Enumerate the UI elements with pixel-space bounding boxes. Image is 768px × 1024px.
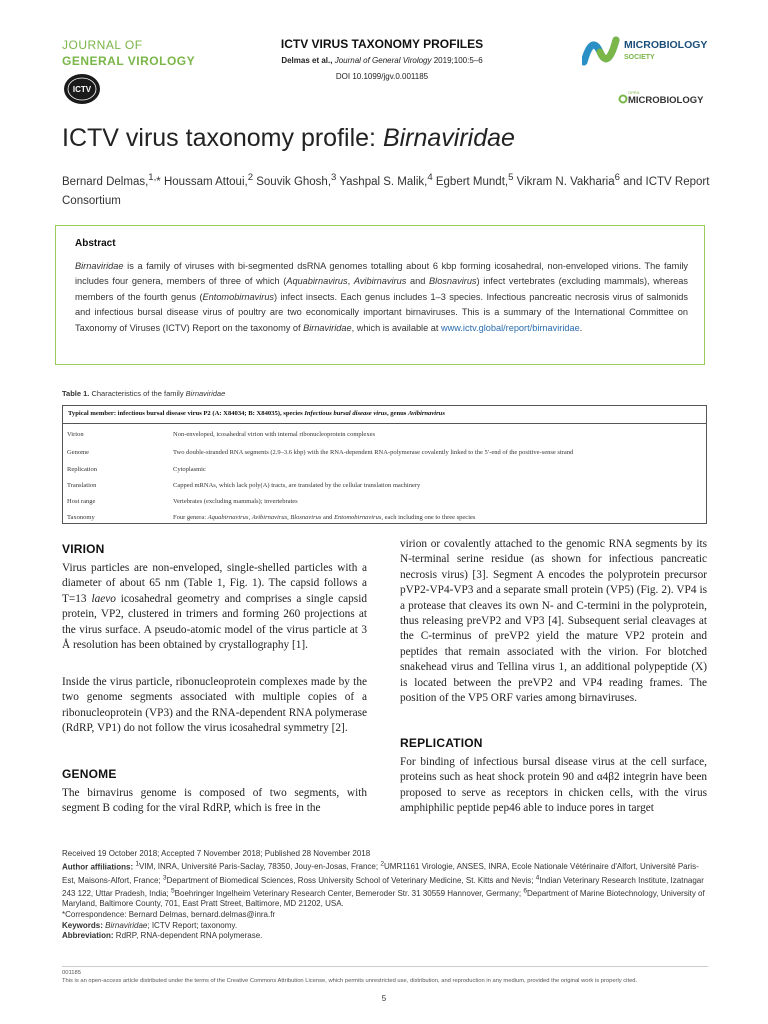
license-block — [62, 970, 708, 985]
table-row-label: Genome — [67, 449, 90, 456]
genome-paragraph-1: The birnavirus genome is composed of two segments, with segment B coding for the viral RdRP, which is free in the — [62, 787, 367, 815]
abbreviation-text: RdRP, RNA-dependent RNA polymerase. — [113, 931, 263, 941]
ictv-logo — [62, 72, 102, 106]
article-number: 001185 — [62, 970, 81, 976]
license-text: This is an open-access article distributed under the terms of the Creative Commons Attribution License, which permits unrestricted use, distribution, and reproduction in any medium, provided the original work is properly cited. — [62, 977, 638, 984]
citation-line — [200, 56, 564, 65]
om-logo-text: MICROBIOLOGY — [628, 95, 704, 106]
running-title: ICTV VIRUS TAXONOMY PROFILES — [280, 37, 484, 51]
keywords-label: Keywords: — [62, 920, 103, 930]
keywords — [62, 921, 708, 932]
ms-logo-line1: MICROBIOLOGY — [624, 39, 708, 51]
table-row-value: Two double-stranded RNA segments (2.9–3.6 kbp) with the RNA-dependent RNA-polymerase covalently linked to the 5′-end of the positive-sense strand — [173, 449, 574, 456]
citation-year: 2019;100:5–6 — [433, 56, 483, 65]
table-caption-text: Characteristics of the family — [89, 389, 186, 398]
table-row-value: Capped mRNAs, which lack poly(A) tracts, are translated by the cellular translation machinery — [173, 482, 421, 489]
title-main: ICTV virus taxonomy profile: — [62, 124, 383, 152]
virion-paragraph-1: Virus particles are non-enveloped, single-shelled particles with a diameter of about 65 nm (Table 1, Fig. 1). The capsid follows a T=13 laevo icosahedral geometry and comprises a single capsid protein, VP2, clustered in trimers and forming 260 projections at the virus surface. A pseudo-atomic model of the virus particle at 3 Å resolution has been obtained by crystallography [1]. — [62, 562, 367, 652]
abstract-text: Birnaviridae is a family of viruses with bi-segmented dsRNA genomes totalling about 6 kbp forming icosahedral, non-enveloped virions. The family includes four genera, members of three of which (Aquabirnavirus, Avibirnavirus and Blosnavirus) infect vertebrates (excluding mammals), whereas members of the fourth genus (Entomobirnavirus) infect insects. Each genus includes 1–3 species. Infectious pancreatic necrosis virus of salmonids and infectious bursal disease virus of poultry are two economically important birnaviruses. This is a summary of the International Committee on Taxonomy of Viruses (ICTV) Report on the taxonomy of Birnaviridae, which is available at www.ictv.global/report/birnaviridae. — [75, 261, 688, 333]
table-row-label: Virion — [67, 431, 84, 438]
table-caption — [62, 389, 225, 398]
article-footer — [62, 849, 708, 942]
table-caption-label: Table 1. — [62, 389, 90, 398]
section-heading-genome: GENOME — [62, 767, 117, 781]
abbreviation-label: Abbreviation: — [62, 931, 114, 941]
table-row-label: Replication — [67, 466, 97, 473]
table-row-value: Vertebrates (excluding mammals); invertebrates — [173, 498, 298, 505]
keywords-text: Birnaviridae; ICTV Report; taxonomy. — [105, 920, 238, 930]
title-family: Birnaviridae — [382, 124, 515, 152]
ms-logo-line2: SOCIETY — [624, 54, 655, 61]
received-dates: Received 19 October 2018; Accepted 7 November 2018; Published 28 November 2018 — [62, 849, 371, 858]
om-logo-small: OPEN — [628, 90, 640, 95]
citation-journal: Journal of General Virology — [334, 56, 432, 65]
table-header-text: Typical member: infectious bursal disease virus P2 (A: X84034; B: X84035), species Infectious bursal disease virus, genus Avibirnavirus — [68, 410, 445, 417]
doi[interactable]: DOI 10.1099/jgv.0.001185 — [335, 72, 429, 81]
section-heading-replication: REPLICATION — [400, 736, 483, 750]
affiliations-text: $^1$VIM, INRA, Université Paris-Saclay, 78350, Jouy-en-Josas, France; $^2$UMR1161 Virologie, ANSES, INRA, Ecole Nationale Vétérinaire d'Alfort, Université Paris-Est, Maisons-Alfort, France; $^3$Department of Biomedical Sciences, Ross University School of Veterinary Medicine, St. Kitts and Nevis; $^4$Indian Veterinary Research Institute, Izatnagar 243 122, Uttar Pradesh, India; $^5$Boehringer Ingelheim Veterinary Research Center, Bemeroder Str. 31 30559 Hannover, Germany; $^6$Department of Marine Biotechnology, University of Maryland, Baltimore County, 701, East Pratt Street, Baltimore, MD 21202, USA. — [62, 860, 705, 909]
table-caption-family: Birnaviridae — [185, 389, 226, 398]
section-heading-virion: VIRION — [62, 542, 105, 556]
journal-name-line2: GENERAL VIROLOGY — [62, 54, 196, 68]
author-affiliations — [62, 860, 708, 910]
footer-divider — [62, 966, 708, 967]
page-number: 5 — [381, 994, 387, 1003]
table-row-label: Translation — [67, 482, 97, 489]
article-title — [62, 124, 515, 153]
citation-authors: Delmas et al., — [281, 56, 333, 65]
table-row-value: Cytoplasmic — [173, 466, 206, 473]
abbreviation — [62, 931, 708, 942]
microbiology-society-logo — [582, 32, 712, 72]
correspondence: *Correspondence: Bernard Delmas, bernard.delmas@inra.fr — [62, 909, 276, 919]
genome-paragraph-continued: virion or covalently attached to the genomic RNA segments by its N-terminal serine residue (as shown for infectious pancreatic necrosis virus) [3]. Segment A encodes the polyprotein precursor pVP2-VP4-VP3 and a separate small protein (VP5) (Fig. 2). VP4 is a protease that cleaves its own N- and C-termini in the polyprotein, thus releasing preVP2 and VP3 [4]. Subsequent serial cleavages at the C-terminus of preVP2 yield the mature VP2 protein and peptides that remain associated with the virion. For blotched snakehead virus and Tellina virus 1, an additional polypeptide (X) is located between the preVP2 and VP4 reading frames. The position of the VP5 ORF varies among birnaviruses. — [400, 538, 707, 705]
table-row-label: Host range — [67, 498, 96, 505]
author-list: Bernard Delmas,$^{1,}$* Houssam Attoui,$^2$ Souvik Ghosh,$^3$ Yashpal S. Malik,$^4$ Egbert Mundt,$^5$ Vikram N. Vakharia$^6$ and ICTV Report Consortium — [62, 172, 710, 207]
table-row-value: Non-enveloped, icosahedral virion with internal ribonucleoprotein complexes — [173, 431, 375, 438]
ictv-logo-text: ICTV — [72, 85, 92, 94]
table-header — [63, 406, 706, 424]
table-row-value: Four genera: Aquabirnavirus, Avibirnavirus, Blosnavirus and Entomobirnavirus, each including one to three species — [173, 514, 476, 521]
virion-paragraph-2: Inside the virus particle, ribonucleoprotein complexes made by the two genome segments associated with multiple copies of a ribonucleoprotein (VP3) and the RNA-dependent RNA polymerase (RdRP, VP1) do not follow the virus icosahedral symmetry [2]. — [62, 676, 367, 735]
journal-name-line1: JOURNAL OF — [62, 38, 143, 52]
table-row-label: Taxonomy — [67, 514, 95, 521]
replication-paragraph-1: For binding of infectious bursal disease virus at the cell surface, proteins such as heat shock protein 90 and α4β2 integrin have been proposed to serve as receptors in chicken cells, with the virus amphiphilic peptide pep46 able to induce pores in target — [400, 756, 707, 815]
abstract-heading: Abstract — [75, 238, 116, 249]
open-microbiology-logo — [618, 88, 714, 108]
affiliations-label: Author affiliations: — [62, 862, 134, 872]
